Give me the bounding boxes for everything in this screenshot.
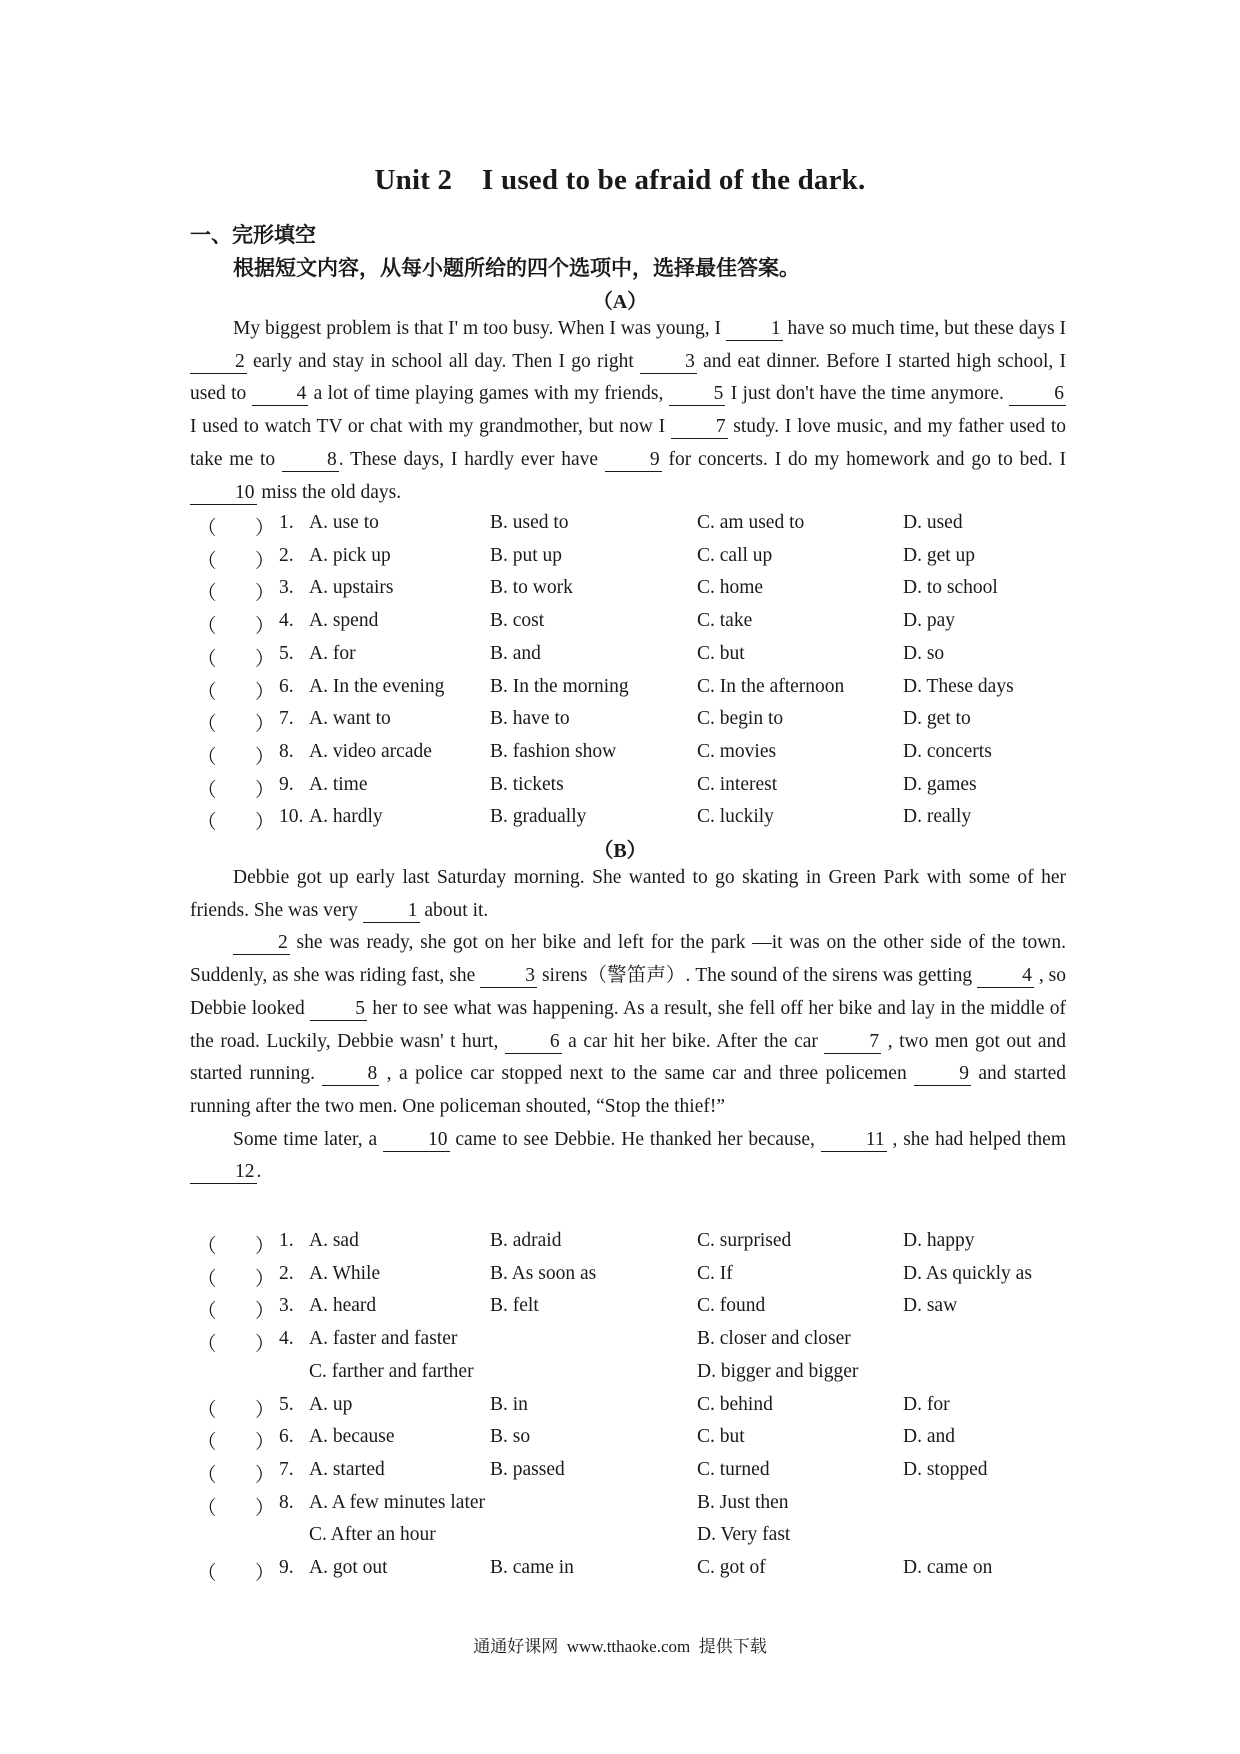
option-c[interactable]: C. farther and farther (309, 1360, 474, 1382)
question-number: 5. (279, 642, 294, 664)
option-b[interactable]: B. passed (490, 1458, 565, 1480)
option-d[interactable]: D. games (903, 773, 977, 795)
question-number: 1. (279, 512, 294, 533)
option-d[interactable]: D. to school (903, 577, 998, 599)
answer-paren-close[interactable]: ） (255, 1563, 275, 1584)
instruction: 根据短文内容，从每小题所给的四个选项中，选择最佳答案。 (233, 256, 800, 280)
answer-blank: 7 (671, 416, 728, 439)
option-a[interactable]: A. spend (309, 610, 379, 632)
option-b[interactable]: B. felt (490, 1295, 539, 1317)
passage-text: Some time later, a (233, 1128, 383, 1150)
answer-paren-close[interactable]: ） (255, 1334, 275, 1356)
option-b[interactable]: B. gradually (490, 806, 587, 828)
question-number: 3. (279, 577, 294, 599)
option-d[interactable]: D. get up (903, 544, 976, 566)
answer-paren-close[interactable]: ） (255, 681, 275, 703)
answer-paren-open[interactable]: （ (197, 518, 217, 539)
option-a[interactable]: A. hardly (309, 806, 383, 828)
passage-text: her to see what was happening. As a result, she fell off her bike and lay in the middle of the road. Luckily, Debbie wasn' t hurt, (190, 997, 1067, 1052)
option-c[interactable]: C. After an hour (309, 1524, 436, 1546)
option-a[interactable]: A. faster and faster (309, 1328, 458, 1350)
answer-paren-close[interactable]: ） (255, 812, 275, 834)
option-b[interactable]: B. As soon as (490, 1262, 597, 1284)
option-d[interactable]: D. and (903, 1426, 955, 1448)
passage-text: Debbie got up early last Saturday morning. She wanted to go skating in Green Park with some of her friends. She was very (190, 867, 1066, 921)
option-d[interactable]: D. came on (903, 1557, 993, 1578)
option-b[interactable]: B. adraid (490, 1230, 562, 1251)
option-d[interactable]: D. get to (903, 708, 971, 730)
answer-blank: 2 (190, 351, 247, 374)
passage-text: study. I love music, and my father used to take me to (190, 416, 1066, 470)
option-a[interactable]: A. While (309, 1262, 381, 1284)
answer-paren-close[interactable]: ） (255, 1497, 275, 1519)
answer-blank: 10 (383, 1129, 450, 1152)
answer-paren-close[interactable]: ） (255, 518, 275, 539)
answer-paren-open[interactable]: （ (197, 1464, 217, 1486)
option-d[interactable]: D. stopped (903, 1458, 988, 1480)
option-a[interactable]: A. In the evening (309, 675, 445, 697)
passage-text: , two men got out and started running. (190, 1030, 1066, 1085)
option-b[interactable]: B. came in (490, 1557, 574, 1578)
answer-blank: 3 (480, 965, 537, 988)
option-a[interactable]: A. for (309, 642, 356, 664)
option-c[interactable]: C. interest (697, 773, 778, 795)
option-c[interactable]: C. but (697, 1426, 745, 1448)
answer-paren-close[interactable]: ） (255, 583, 275, 605)
answer-paren-close[interactable]: ） (255, 779, 275, 801)
option-a[interactable]: A. pick up (309, 544, 391, 566)
question-number: 1. (279, 1230, 294, 1251)
option-c[interactable]: C. am used to (697, 512, 805, 533)
answer-blank: 9 (605, 449, 662, 472)
passage-text: I just don't have the time anymore. (725, 383, 1010, 405)
option-c[interactable]: C. found (697, 1295, 766, 1317)
option-a[interactable]: A. upstairs (309, 577, 394, 599)
option-a[interactable]: A. video arcade (309, 740, 432, 762)
option-b[interactable]: B. so (490, 1426, 531, 1448)
option-c[interactable]: C. begin to (697, 708, 784, 730)
option-d[interactable]: D. As quickly as (903, 1262, 1032, 1284)
answer-paren-open[interactable]: （ (197, 1236, 217, 1257)
passage-text: about it. (419, 899, 489, 921)
passage-text: she was ready, she got on her bike and left for the park —it was on the other side of the town. Suddenly, as she was riding fast, she (190, 932, 1066, 987)
passage-text: a lot of time playing games with my friends, (308, 383, 669, 405)
option-d[interactable]: D. really (903, 806, 972, 828)
option-a[interactable]: A. because (309, 1426, 395, 1448)
answer-blank: 2 (233, 932, 290, 955)
answer-paren-open[interactable]: （ (197, 550, 217, 572)
answer-paren-open[interactable]: （ (197, 1399, 217, 1421)
option-b[interactable]: B. Just then (697, 1491, 789, 1513)
option-d[interactable]: D. so (903, 642, 945, 664)
option-c[interactable]: C. luckily (697, 806, 774, 828)
answer-blank: 6 (1009, 383, 1066, 406)
answer-blank: 3 (640, 351, 697, 374)
option-d[interactable]: D. saw (903, 1295, 958, 1317)
answer-blank: 8 (282, 449, 339, 472)
option-a[interactable]: A. heard (309, 1295, 377, 1317)
passage-text: miss the old days. (256, 481, 402, 503)
option-a[interactable]: A. use to (309, 512, 379, 533)
option-b[interactable]: B. cost (490, 610, 545, 632)
answer-paren-open[interactable]: （ (197, 1268, 217, 1290)
option-c[interactable]: C. In the afternoon (697, 675, 845, 697)
answer-paren-close[interactable]: ） (255, 616, 275, 638)
answer-paren-open[interactable]: （ (197, 583, 217, 605)
option-b[interactable]: B. used to (490, 512, 569, 533)
question-number: 6. (279, 1426, 294, 1448)
option-c[interactable]: C. surprised (697, 1230, 792, 1251)
option-b[interactable]: B. fashion show (490, 740, 617, 762)
footer: 通通好课网 www.tthaoke.com 提供下载 (473, 1637, 767, 1656)
passage-text: . These days, I hardly ever have (338, 448, 605, 470)
answer-paren-open[interactable]: （ (197, 616, 217, 638)
answer-paren-open[interactable]: （ (197, 746, 217, 768)
question-number: 10. (279, 806, 304, 828)
passage-paragraph (190, 862, 1066, 927)
option-c[interactable]: C. take (697, 610, 753, 632)
answer-paren-open[interactable]: （ (197, 681, 217, 703)
answer-paren-close[interactable]: ） (255, 550, 275, 572)
answer-paren-open[interactable]: （ (197, 1301, 217, 1323)
passage-text: came to see Debbie. He thanked her because, (449, 1128, 821, 1150)
option-b[interactable]: B. put up (490, 544, 563, 566)
answer-paren-open[interactable]: （ (197, 779, 217, 801)
passage-paragraph (190, 1124, 1066, 1189)
part-b-label: （B） (593, 840, 647, 862)
option-d[interactable]: D. bigger and bigger (697, 1360, 859, 1382)
passage-text: for concerts. I do my homework and go to bed. I (661, 448, 1067, 470)
answer-blank: 5 (669, 383, 726, 406)
option-a[interactable]: A. want to (309, 708, 391, 730)
option-c[interactable]: C. home (697, 577, 764, 599)
passage-text: . (256, 1161, 262, 1183)
answer-blank: 5 (310, 998, 367, 1021)
question-number: 8. (279, 740, 294, 762)
answer-paren-close[interactable]: ） (255, 746, 275, 768)
answer-paren-close[interactable]: ） (255, 1464, 275, 1486)
part-a-label: （A） (592, 291, 648, 313)
question-number: 8. (279, 1491, 294, 1513)
option-d[interactable]: D. These days (903, 675, 1014, 697)
answer-paren-close[interactable]: ） (255, 1399, 275, 1421)
passage-text: , a police car stopped next to the same car and three policemen (379, 1063, 915, 1085)
answer-blank: 9 (914, 1063, 971, 1086)
option-c[interactable]: C. but (697, 642, 745, 664)
answer-blank: 12 (190, 1161, 257, 1184)
passage-text: , she had helped them (886, 1128, 1066, 1150)
answer-paren-open[interactable]: （ (197, 1563, 217, 1584)
page-title: Unit 2 I used to be afraid of the dark. (374, 164, 866, 196)
passage-text: have so much time, but these days I (782, 318, 1066, 339)
passage-paragraph (190, 313, 1066, 509)
option-a[interactable]: A. got out (309, 1557, 388, 1578)
answer-blank: 8 (322, 1063, 379, 1086)
option-c[interactable]: C. behind (697, 1393, 773, 1415)
answer-blank: 7 (824, 1031, 881, 1054)
answer-blank: 1 (363, 900, 420, 923)
option-c[interactable]: C. call up (697, 544, 773, 566)
passage-text: , so Debbie looked (190, 965, 1066, 1019)
option-d[interactable]: D. concerts (903, 740, 992, 762)
option-a[interactable]: A. A few minutes later (309, 1491, 486, 1513)
option-d[interactable]: D. happy (903, 1230, 975, 1251)
answer-paren-open[interactable]: （ (197, 812, 217, 834)
part-b-passage (190, 862, 1066, 1189)
question-number: 6. (279, 675, 294, 697)
option-c[interactable]: C. movies (697, 740, 777, 762)
question-number: 7. (279, 708, 294, 730)
option-b[interactable]: B. tickets (490, 773, 564, 795)
passage-text: and eat dinner. Before I started high school, I used to (190, 350, 1066, 405)
option-b[interactable]: B. closer and closer (697, 1328, 851, 1350)
answer-paren-open[interactable]: （ (197, 1334, 217, 1356)
question-number: 7. (279, 1458, 294, 1480)
passage-text: and started running after the two men. One policeman shouted, “Stop the thief!” (190, 1063, 1067, 1117)
question-number: 9. (279, 1557, 294, 1578)
passage-text: I used to watch TV or chat with my grandmother, but now I (190, 416, 671, 438)
option-d[interactable]: D. Very fast (697, 1524, 791, 1546)
option-c[interactable]: C. If (697, 1262, 733, 1284)
answer-blank: 1 (726, 318, 783, 341)
section-heading: 一、完形填空 (190, 223, 316, 247)
option-a[interactable]: A. started (309, 1458, 385, 1480)
option-b[interactable]: B. and (490, 642, 541, 664)
option-d[interactable]: D. used (903, 512, 963, 533)
passage-text: My biggest problem is that I' m too busy. When I was young, I (233, 318, 726, 339)
answer-blank: 10 (190, 482, 257, 505)
answer-paren-close[interactable]: ） (255, 1268, 275, 1290)
answer-blank: 11 (821, 1129, 887, 1152)
answer-paren-close[interactable]: ） (255, 1236, 275, 1257)
option-c[interactable]: C. turned (697, 1458, 770, 1480)
passage-text: sirens（警笛声）. The sound of the sirens was getting (536, 965, 978, 987)
option-a[interactable]: A. time (309, 773, 368, 795)
answer-blank: 6 (505, 1031, 562, 1054)
passage-text: a car hit her bike. After the car (561, 1030, 825, 1052)
option-c[interactable]: C. got of (697, 1557, 766, 1578)
question-number: 9. (279, 773, 294, 795)
question-number: 3. (279, 1295, 294, 1317)
answer-paren-open[interactable]: （ (197, 714, 217, 736)
passage-paragraph (190, 927, 1066, 1123)
answer-paren-close[interactable]: ） (255, 648, 275, 670)
answer-paren-close[interactable]: ） (255, 1432, 275, 1454)
option-b[interactable]: B. In the morning (490, 675, 629, 697)
passage-text: early and stay in school all day. Then I go right (246, 350, 641, 372)
answer-paren-open[interactable]: （ (197, 648, 217, 670)
option-d[interactable]: D. for (903, 1393, 950, 1415)
option-d[interactable]: D. pay (903, 610, 955, 632)
answer-blank: 4 (977, 965, 1034, 988)
option-b[interactable]: B. have to (490, 708, 570, 730)
option-b[interactable]: B. in (490, 1393, 528, 1415)
question-number: 4. (279, 610, 294, 632)
question-number: 4. (279, 1328, 294, 1350)
option-a[interactable]: A. up (309, 1393, 353, 1415)
option-a[interactable]: A. sad (309, 1230, 359, 1251)
answer-paren-close[interactable]: ） (255, 714, 275, 736)
part-a-passage (190, 313, 1066, 509)
answer-paren-open[interactable]: （ (197, 1497, 217, 1519)
question-number: 2. (279, 544, 294, 566)
question-number: 2. (279, 1262, 294, 1284)
answer-paren-open[interactable]: （ (197, 1432, 217, 1454)
question-number: 5. (279, 1393, 294, 1415)
option-b[interactable]: B. to work (490, 577, 573, 599)
answer-paren-close[interactable]: ） (255, 1301, 275, 1323)
answer-blank: 4 (252, 383, 309, 406)
